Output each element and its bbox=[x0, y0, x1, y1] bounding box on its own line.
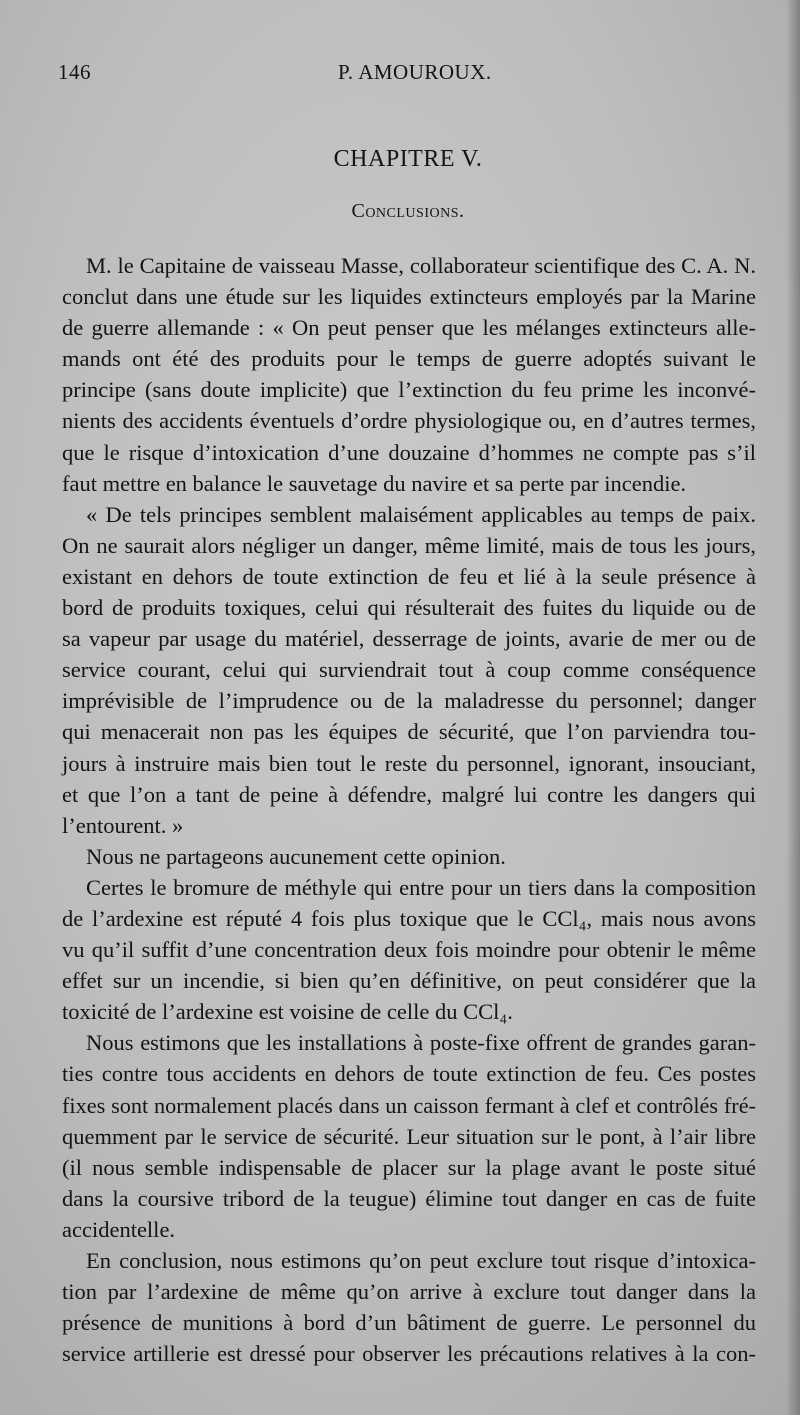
text-line: dans la coursive tribord de la teugue) élimine tout danger en cas de fuite bbox=[62, 1185, 756, 1211]
text-line: Nous estimons que les installations à poste-fixe offrent de grandes garan- bbox=[86, 1030, 756, 1056]
text-line: principe (sans doute implicite) que l’extinction du feu prime les inconvé- bbox=[62, 377, 756, 403]
page-number: 146 bbox=[58, 60, 91, 84]
text-line: « De tels principes semblent malaisément applicables au temps de paix. bbox=[86, 501, 756, 527]
running-title: P. AMOUROUX. bbox=[338, 60, 492, 84]
text-line: présence de munitions à bord d’un bâtiment de guerre. Le personnel du bbox=[62, 1310, 756, 1336]
text-line: En conclusion, nous estimons qu’on peut exclure tout risque d’intoxica- bbox=[86, 1248, 756, 1273]
text-line: Certes le bromure de méthyle qui entre pour un tiers dans la composition bbox=[86, 874, 756, 900]
text-line: service artillerie est dressé pour observer les précautions relatives à la con- bbox=[62, 1341, 756, 1367]
text-line: qui menacerait non pas les équipes de sécurité, que l’on parviendra tou- bbox=[62, 719, 756, 745]
text-line: On ne saurait alors négliger un danger, même limité, mais de tous les jours, bbox=[62, 532, 756, 558]
text-line: que le risque d’intoxication d’une douzaine d’hommes ne compte pas s’il bbox=[62, 439, 756, 465]
text-line: service courant, celui qui surviendrait tout à coup comme conséquence bbox=[62, 657, 756, 683]
text-line: nients des accidents éventuels d’ordre physiologique ou, en d’autres termes, bbox=[62, 408, 756, 434]
text-line: Nous ne partageons aucunement cette opinion. bbox=[86, 843, 506, 869]
text-line: (il nous semble indispensable de placer sur la plage avant le poste situé bbox=[62, 1154, 756, 1180]
text-line: de l’ardexine est réputé 4 fois plus toxique que le CCl₄, mais nous avons bbox=[62, 905, 756, 931]
text-line: M. le Capitaine de vaisseau Masse, collaborateur scientifique des C. A. N. bbox=[86, 253, 756, 278]
text-line: sa vapeur par usage du matériel, desserrage de joints, avarie de mer ou de bbox=[62, 626, 756, 652]
text-line: existant en dehors de toute extinction de feu et lié à la seule présence à bbox=[62, 563, 756, 589]
text-line: imprévisible de l’imprudence ou de la maladresse du personnel; danger bbox=[62, 688, 756, 714]
text-line: fixes sont normalement placés dans un caisson fermant à clef et contrôlés fré- bbox=[62, 1092, 756, 1118]
text-line: quemment par le service de sécurité. Leur situation sur le pont, à l’air libre bbox=[62, 1123, 756, 1149]
text-line: faut mettre en balance le sauvetage du navire et sa perte par incendie. bbox=[62, 470, 687, 496]
text-line: et que l’on a tant de peine à défendre, malgré lui contre les dangers qui bbox=[62, 781, 756, 807]
running-head bbox=[58, 60, 758, 90]
text-line: effet sur un incendie, si bien qu’en définitive, on peut considérer que la bbox=[62, 968, 756, 994]
text-line: l’entourent. » bbox=[62, 812, 184, 838]
text-line: bord de produits toxiques, celui qui résulterait des fuites du liquide ou de bbox=[62, 595, 756, 621]
text-line: conclut dans une étude sur les liquides extincteurs employés par la Marine bbox=[62, 284, 756, 310]
text-line: mands ont été des produits pour le temps de guerre adoptés suivant le bbox=[62, 346, 756, 372]
text-line: toxicité de l’ardexine est voisine de celle du CCl₄. bbox=[62, 999, 513, 1025]
text-line: ties contre tous accidents en dehors de toute extinction de feu. Ces postes bbox=[62, 1061, 756, 1087]
text-line: vu qu’il suffit d’une concentration deux fois moindre pour obtenir le même bbox=[62, 937, 756, 963]
text-line: jours à instruire mais bien tout le reste du personnel, ignorant, insouciant, bbox=[62, 750, 756, 776]
text-line: accidentelle. bbox=[62, 1216, 176, 1242]
body-text bbox=[62, 250, 756, 1369]
text-line: de guerre allemande : « On peut penser que les mélanges extincteurs alle- bbox=[62, 315, 756, 341]
text-line: tion par l’ardexine de même qu’on arrive à exclure tout danger dans la bbox=[62, 1279, 756, 1305]
chapter-title: CHAPITRE V. bbox=[333, 146, 483, 172]
section-title: Conclusions. bbox=[351, 200, 465, 222]
